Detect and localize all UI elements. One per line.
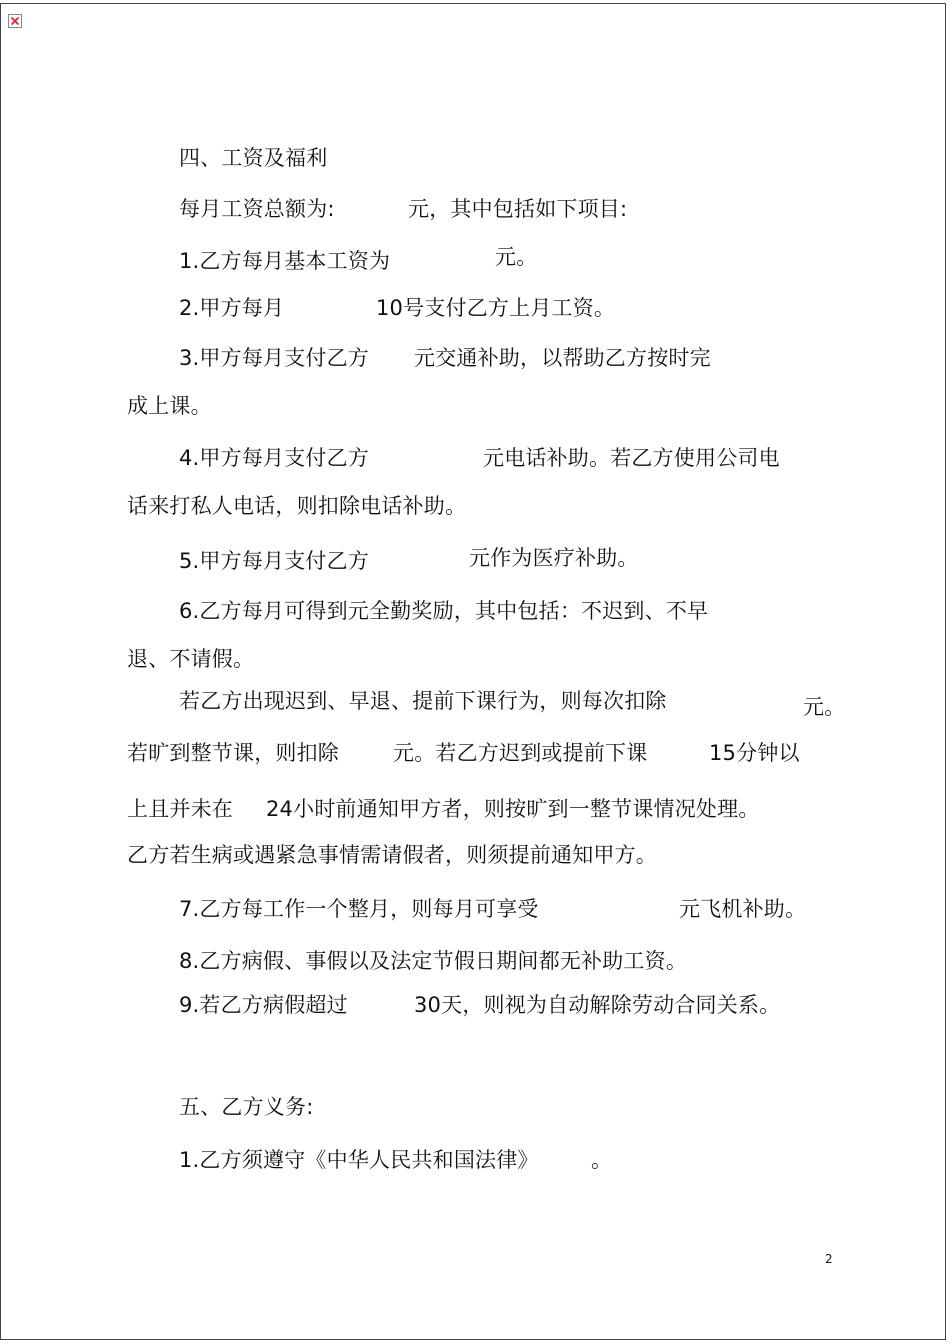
item-9-label: 9.若乙方病假超过 [179, 993, 348, 1017]
absence-middle: 元。若乙方迟到或提前下课 [393, 741, 648, 765]
notice-rule: 24小时前通知甲方者，则按旷到一整节课情况处理。 [266, 797, 760, 821]
sick-leave-notice: 乙方若生病或遇紧急事情需请假者，则须提前通知甲方。 [127, 843, 657, 867]
item-7-label: 7.乙方每工作一个整月，则每月可享受 [179, 897, 539, 921]
section-4-title: 四、工资及福利 [179, 146, 328, 170]
section-5-title: 五、乙方义务: [179, 1095, 314, 1119]
broken-image-icon [8, 14, 22, 28]
item-2-label: 2.甲方每月 [179, 296, 285, 320]
item-7-suffix: 元飞机补助。 [679, 897, 807, 921]
item-3-label: 3.甲方每月支付乙方 [179, 346, 370, 370]
item-6-continuation: 退、不请假。 [127, 647, 255, 671]
absence-minutes: 15分钟以 [709, 741, 800, 765]
item-4-label: 4.甲方每月支付乙方 [179, 446, 370, 470]
item-3-middle: 元交通补助，以帮助乙方按时完 [414, 346, 711, 370]
item-1-suffix: 元。 [495, 245, 538, 269]
item-4-continuation: 话来打私人电话，则扣除电话补助。 [127, 494, 467, 518]
item-2-suffix: 10号支付乙方上月工资。 [376, 296, 616, 320]
duty-1-period: 。 [591, 1148, 613, 1172]
monthly-total-suffix: 元，其中包括如下项目: [408, 197, 628, 221]
item-4-middle: 元电话补助。若乙方使用公司电 [483, 446, 780, 470]
penalty-amount-suffix: 元。 [803, 695, 846, 719]
item-5-label: 5.甲方每月支付乙方 [179, 549, 370, 573]
monthly-total-label: 每月工资总额为: [179, 197, 335, 221]
item-9-suffix: 30天，则视为自动解除劳动合同关系。 [414, 993, 781, 1017]
item-6-text: 6.乙方每月可得到元全勤奖励，其中包括：不迟到、不早 [179, 599, 709, 623]
absence-text: 若旷到整节课，则扣除 [127, 741, 339, 765]
item-3-continuation: 成上课。 [127, 394, 212, 418]
duty-1-text: 1.乙方须遵守《中华人民共和国法律》 [179, 1148, 539, 1172]
page-number: 2 [825, 1252, 833, 1266]
item-1-label: 1.乙方每月基本工资为 [179, 249, 391, 273]
penalty-text: 若乙方出现迟到、早退、提前下课行为，则每次扣除 [179, 689, 667, 713]
notice-text: 上且并未在 [127, 797, 233, 821]
item-8-text: 8.乙方病假、事假以及法定节假日期间都无补助工资。 [179, 949, 688, 973]
item-5-suffix: 元作为医疗补助。 [469, 546, 639, 570]
